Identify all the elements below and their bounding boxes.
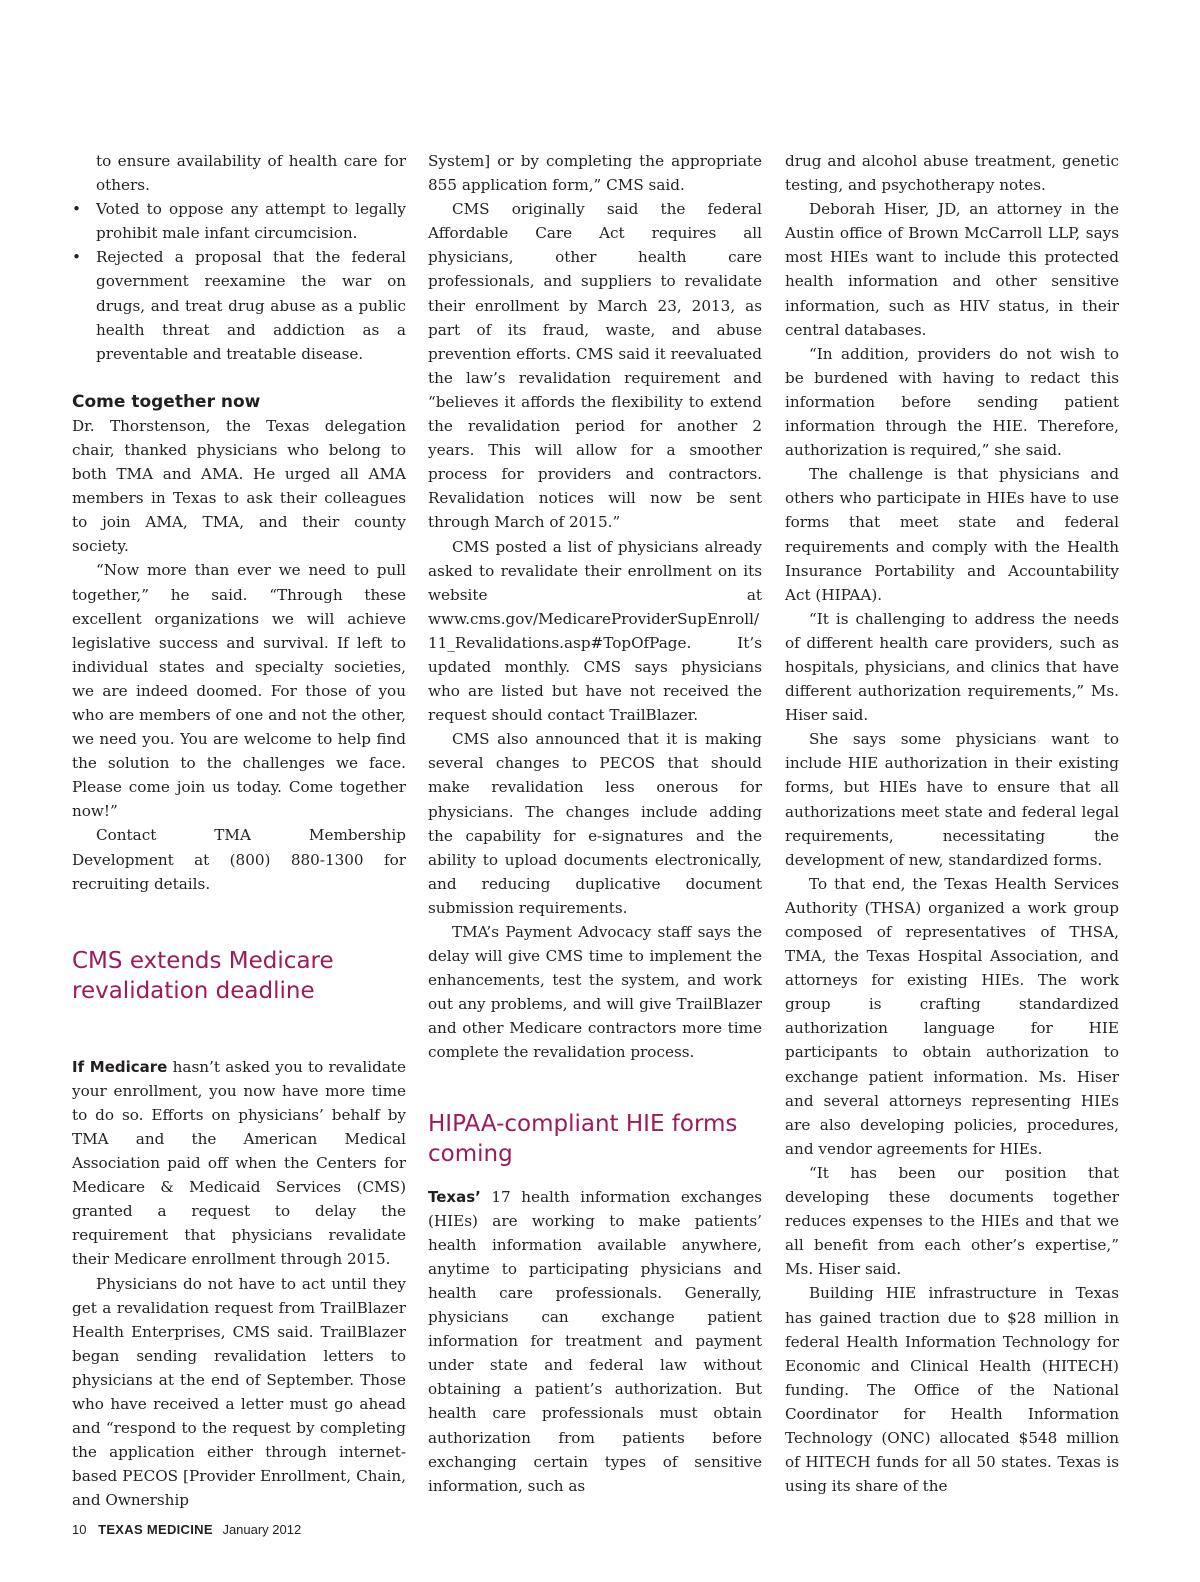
paragraph: To that end, the Texas Health Services Authority (THSA) organized a work group composed of representatives of THSA, TMA, the Texas Hospital Association, and attorneys for existing HIEs. The work group is crafting standardized authorization language for HIE participants to obtain authorization to exchange patient information. Ms. Hiser and several attorneys representing HIEs are also developing policies, procedures, and vendor agreements for HIEs. [785, 874, 1119, 1158]
page-footer [72, 1522, 301, 1537]
bullet-marker: • [72, 200, 81, 219]
paragraph: TMA’s Payment Advocacy staff says the delay will give CMS time to implement the enhancements, test the system, and work out any problems, and will give TrailBlazer and other Medicare contractors more time complete the revalidation process. [428, 923, 762, 1062]
lead-text: hasn’t asked you to revalidate your enrollment, you now have more time to do so. Efforts on physicians’ behalf by TMA and the American Medical Association paid off when the Centers for Medicare & Medicaid Services (CMS) granted a request to delay the requirement that physicians revalidate their Medicare enrollment through 2015. [72, 1057, 406, 1269]
paragraph: CMS posted a list of physicians already asked to revalidate their enrollment on its website at www.cms.gov/MedicareProviderSupEnroll/11_Revalidations.asp#TopOfPage. It’s updated monthly. CMS says physicians who are listed but have not received the request should contact TrailBlazer. [428, 537, 762, 725]
paragraph: She says some physicians want to include HIE authorization in their existing forms, but HIEs have to ensure that all authorizations meet state and federal legal requirements, necessitating the development of new, standardized forms. [785, 730, 1119, 869]
bullet-item [72, 197, 406, 245]
lead-paragraph [428, 1185, 762, 1498]
page-number: 10 [72, 1522, 87, 1537]
paragraph: Building HIE infrastructure in Texas has gained traction due to $28 million in federal Health Information Technology for Economic and Clinical Health (HITECH) funding. The Office of the National Coordinator for Health Information Technology (ONC) allocated $548 million of HITECH funds for all 50 states. Texas is using its share of the [785, 1284, 1119, 1496]
bullet-text: Rejected a proposal that the federal government reexamine the war on drugs, and treat drug abuse as a public health threat and addiction as a preventable and treatable disease. [96, 248, 406, 363]
bullet-item [72, 245, 406, 365]
column-3 [785, 149, 1119, 1498]
paragraph: Deborah Hiser, JD, an attorney in the Austin office of Brown McCarroll LLP, says most HIEs want to include this protected health information and other sensitive information, such as HIV status, in their central databases. [785, 200, 1119, 339]
paragraph: drug and alcohol abuse treatment, genetic testing, and psychotherapy notes. [785, 152, 1119, 195]
magazine-name: TEXAS MEDICINE [98, 1522, 213, 1537]
issue-date: January 2012 [222, 1522, 302, 1537]
lead-bold: Texas’ [428, 1187, 481, 1206]
bullet-text: to ensure availability of health care for others. [96, 152, 406, 195]
bullet-item [72, 149, 406, 197]
bullet-list [72, 149, 406, 366]
section-title-hipaa: HIPAA-compliant HIE forms coming [428, 1110, 738, 1167]
paragraph: “Now more than ever we need to pull together,” he said. “Through these excellent organizations we will achieve legislative success and survival. If left to individual states and specialty societies, we are indeed doomed. For those of you who are members of one and not the other, we need you. You are welcome to help find the solution to the challenges we face. Please come join us today. Come together now!” [72, 561, 406, 821]
paragraph: The challenge is that physicians and others who participate in HIEs have to use forms that meet state and federal requirements and comply with the Health Insurance Portability and Accountability Act (HIPAA). [785, 465, 1119, 604]
lead-text: 17 health information exchanges (HIEs) are working to make patients’ health information available anywhere, anytime to participating physicians and health care professionals. Generally, physicians can exchange patient information for treatment and payment under state and federal law without obtaining a patient’s authorization. But health care professionals must obtain authorization from patients before exchanging certain types of sensitive information, such as [428, 1187, 762, 1495]
paragraph: “It is challenging to address the needs of different health care providers, such as hospitals, physicians, and clinics that have different authorization requirements,” Ms. Hiser said. [785, 609, 1119, 725]
lead-paragraph [72, 1055, 406, 1272]
column-2 [428, 149, 762, 1498]
paragraph: Dr. Thorstenson, the Texas delegation chair, thanked physicians who belong to both TMA and AMA. He urged all AMA members in Texas to ask their colleagues to join AMA, TMA, and their county society. [72, 416, 406, 556]
lead-bold: If Medicare [72, 1057, 168, 1076]
column-1 [72, 149, 406, 1513]
paragraph: CMS originally said the federal Affordable Care Act requires all physicians, other health care professionals, and suppliers to revalidate their enrollment by March 23, 2013, as part of its fraud, waste, and abuse prevention efforts. CMS said it reevaluated the law’s revalidation requirement and “believes it affords the flexibility to extend the revalidation period for another 2 years. This will allow for a smoother process for providers and contractors. Revalidation notices will now be sent through March of 2015.” [428, 200, 762, 532]
paragraph: CMS also announced that it is making several changes to PECOS that should make revalidation less onerous for physicians. The changes include adding the capability for e-signatures and the ability to upload documents electronically, and reducing duplicative document submission requirements. [428, 730, 762, 917]
paragraph: “It has been our position that developing these documents together reduces expenses to the HIEs and that we all benefit from each other’s expertise,” Ms. Hiser said. [785, 1163, 1119, 1279]
paragraph: Physicians do not have to act until they get a revalidation request from TrailBlazer Health Enterprises, CMS said. TrailBlazer began sending revalidation letters to physicians at the end of September. Those who have received a letter must go ahead and “respond to the request by completing the application either through internet-based PECOS [Provider Enrollment, Chain, and Ownership [72, 1274, 406, 1510]
bullet-text: Voted to oppose any attempt to legally prohibit male infant circumcision. [96, 200, 406, 243]
section-title-cms: CMS extends Medicare revalidation deadline [72, 947, 334, 1004]
paragraph: System] or by completing the appropriate 855 application form,” CMS said. [428, 152, 762, 195]
subhead-come-together: Come together now [72, 391, 261, 412]
paragraph: “In addition, providers do not wish to be burdened with having to redact this information before sending patient information through the HIE. Therefore, authorization is required,” she said. [785, 344, 1119, 460]
bullet-marker: • [72, 248, 81, 267]
paragraph: Contact TMA Membership Development at (800) 880-1300 for recruiting details. [72, 826, 406, 893]
